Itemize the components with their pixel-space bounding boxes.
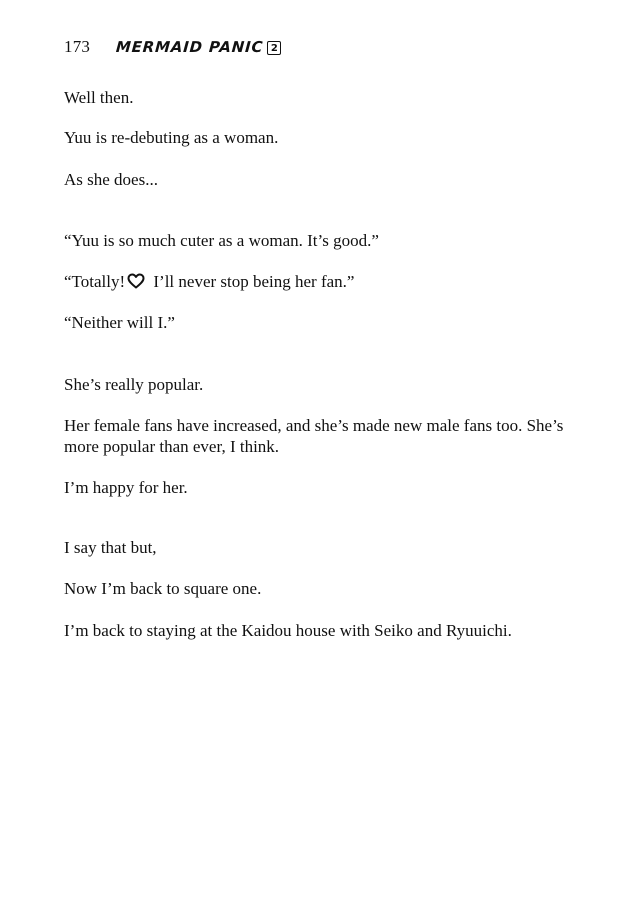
paragraph: Well then. (64, 88, 134, 107)
paragraph: “Neither will I.” (64, 313, 175, 332)
page-number: 173 (64, 37, 91, 56)
paragraph: I’m happy for her. (64, 478, 188, 497)
heart-icon (127, 273, 145, 289)
book-title: MERMAID PANIC (115, 38, 265, 56)
paragraph: Now I’m back to square one. (64, 579, 262, 598)
paragraph-segment: “Totally! (64, 272, 126, 291)
volume-badge: 2 (267, 41, 281, 55)
page-header (64, 34, 281, 60)
paragraph: As she does... (64, 170, 158, 189)
paragraph: I say that but, (64, 538, 157, 557)
paragraph: She’s really popular. (64, 375, 204, 394)
paragraph: “Yuu is so much cuter as a woman. It’s good.” (64, 231, 379, 250)
paragraph-with-heart (64, 271, 584, 292)
paragraph: I’m back to staying at the Kaidou house with Seiko and Ryuuichi. (64, 621, 512, 640)
paragraph: Her female fans have increased, and she’s made new male fans too. She’s more popular than ever, I think. (64, 416, 564, 456)
paragraph: Yuu is re-debuting as a woman. (64, 128, 279, 147)
paragraph-segment: I’ll never stop being her fan.” (149, 272, 355, 291)
